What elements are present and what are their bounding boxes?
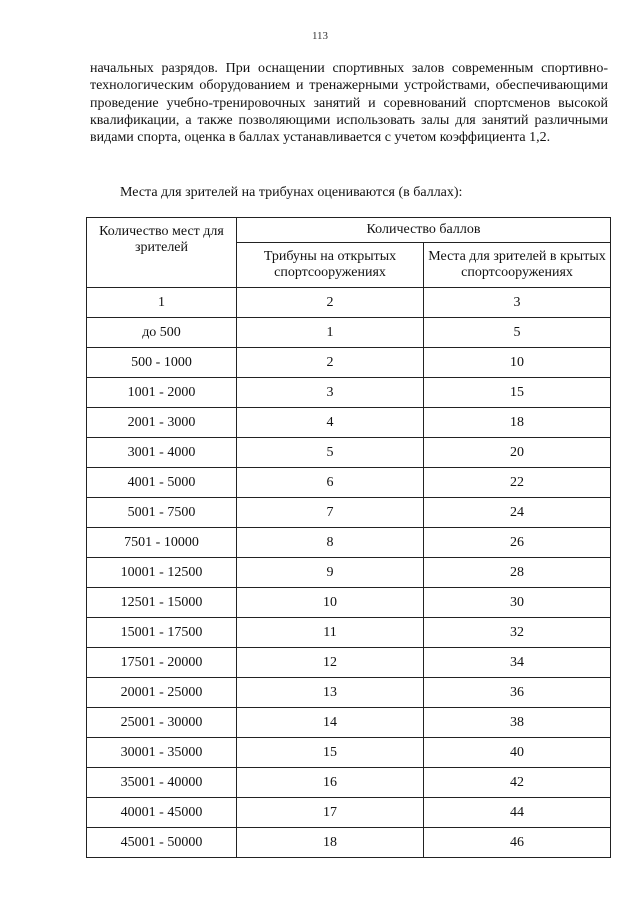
cell-indoor-score: 44 bbox=[424, 798, 611, 828]
cell-indoor-score: 34 bbox=[424, 648, 611, 678]
cell-open-score: 2 bbox=[237, 288, 424, 318]
header-indoor-seats: Места для зрителей в крытых спортсооружениях bbox=[424, 243, 611, 288]
scores-table bbox=[86, 217, 611, 858]
cell-open-score: 18 bbox=[237, 828, 424, 858]
cell-seat-count: 5001 - 7500 bbox=[87, 498, 237, 528]
cell-open-score: 1 bbox=[237, 318, 424, 348]
header-open-stands: Трибуны на открытых спортсооружениях bbox=[237, 243, 424, 288]
table-body bbox=[87, 288, 611, 858]
page-number: 113 bbox=[311, 30, 329, 42]
header-seat-count: Количество мест для зрителей bbox=[87, 218, 237, 288]
table-row bbox=[87, 558, 611, 588]
cell-seat-count: 1 bbox=[87, 288, 237, 318]
cell-seat-count: 3001 - 4000 bbox=[87, 438, 237, 468]
table-header bbox=[87, 218, 611, 288]
cell-indoor-score: 3 bbox=[424, 288, 611, 318]
cell-indoor-score: 20 bbox=[424, 438, 611, 468]
cell-indoor-score: 38 bbox=[424, 708, 611, 738]
cell-open-score: 9 bbox=[237, 558, 424, 588]
cell-indoor-score: 26 bbox=[424, 528, 611, 558]
cell-open-score: 15 bbox=[237, 738, 424, 768]
table-row bbox=[87, 348, 611, 378]
table-row bbox=[87, 828, 611, 858]
cell-open-score: 17 bbox=[237, 798, 424, 828]
table-row bbox=[87, 498, 611, 528]
table-row bbox=[87, 798, 611, 828]
cell-seat-count: 2001 - 3000 bbox=[87, 408, 237, 438]
table-row bbox=[87, 738, 611, 768]
cell-seat-count: 500 - 1000 bbox=[87, 348, 237, 378]
cell-open-score: 14 bbox=[237, 708, 424, 738]
table-row bbox=[87, 468, 611, 498]
cell-open-score: 13 bbox=[237, 678, 424, 708]
table-row bbox=[87, 618, 611, 648]
table-row bbox=[87, 708, 611, 738]
cell-indoor-score: 22 bbox=[424, 468, 611, 498]
cell-open-score: 2 bbox=[237, 348, 424, 378]
cell-indoor-score: 30 bbox=[424, 588, 611, 618]
body-paragraph: начальных разрядов. При оснащении спортивных залов современным спортивно-технологическим оборудованием и тренажерными устройствами, обеспечивающими проведение учебно-тренировочных занятий и соревнований спортсменов высокой квалификации, а также позволяющими использовать залы для занятий различными видами спорта, оценка в баллах устанавливается с учетом коэффициента 1,2. bbox=[90, 61, 608, 146]
cell-open-score: 16 bbox=[237, 768, 424, 798]
table-row bbox=[87, 678, 611, 708]
cell-indoor-score: 28 bbox=[424, 558, 611, 588]
cell-indoor-score: 15 bbox=[424, 378, 611, 408]
cell-open-score: 6 bbox=[237, 468, 424, 498]
table-row bbox=[87, 588, 611, 618]
cell-indoor-score: 40 bbox=[424, 738, 611, 768]
table-row bbox=[87, 408, 611, 438]
cell-indoor-score: 32 bbox=[424, 618, 611, 648]
cell-seat-count: 12501 - 15000 bbox=[87, 588, 237, 618]
header-score-group: Количество баллов bbox=[237, 218, 611, 243]
cell-seat-count: 45001 - 50000 bbox=[87, 828, 237, 858]
cell-indoor-score: 18 bbox=[424, 408, 611, 438]
cell-seat-count: 25001 - 30000 bbox=[87, 708, 237, 738]
cell-seat-count: 30001 - 35000 bbox=[87, 738, 237, 768]
table-row bbox=[87, 318, 611, 348]
cell-seat-count: до 500 bbox=[87, 318, 237, 348]
cell-seat-count: 10001 - 12500 bbox=[87, 558, 237, 588]
cell-seat-count: 1001 - 2000 bbox=[87, 378, 237, 408]
table-row bbox=[87, 528, 611, 558]
cell-seat-count: 4001 - 5000 bbox=[87, 468, 237, 498]
cell-indoor-score: 42 bbox=[424, 768, 611, 798]
cell-indoor-score: 36 bbox=[424, 678, 611, 708]
cell-seat-count: 17501 - 20000 bbox=[87, 648, 237, 678]
table-intro: Места для зрителей на трибунах оцениваются (в баллах): bbox=[120, 185, 463, 200]
cell-indoor-score: 10 bbox=[424, 348, 611, 378]
cell-seat-count: 15001 - 17500 bbox=[87, 618, 237, 648]
cell-seat-count: 40001 - 45000 bbox=[87, 798, 237, 828]
table-row bbox=[87, 378, 611, 408]
cell-open-score: 11 bbox=[237, 618, 424, 648]
table-row bbox=[87, 768, 611, 798]
cell-open-score: 8 bbox=[237, 528, 424, 558]
cell-open-score: 10 bbox=[237, 588, 424, 618]
cell-open-score: 4 bbox=[237, 408, 424, 438]
cell-open-score: 5 bbox=[237, 438, 424, 468]
table-row bbox=[87, 648, 611, 678]
cell-indoor-score: 24 bbox=[424, 498, 611, 528]
cell-seat-count: 7501 - 10000 bbox=[87, 528, 237, 558]
cell-indoor-score: 5 bbox=[424, 318, 611, 348]
cell-seat-count: 35001 - 40000 bbox=[87, 768, 237, 798]
cell-open-score: 12 bbox=[237, 648, 424, 678]
cell-indoor-score: 46 bbox=[424, 828, 611, 858]
cell-open-score: 7 bbox=[237, 498, 424, 528]
table-row bbox=[87, 438, 611, 468]
table-row bbox=[87, 288, 611, 318]
cell-seat-count: 20001 - 25000 bbox=[87, 678, 237, 708]
cell-open-score: 3 bbox=[237, 378, 424, 408]
